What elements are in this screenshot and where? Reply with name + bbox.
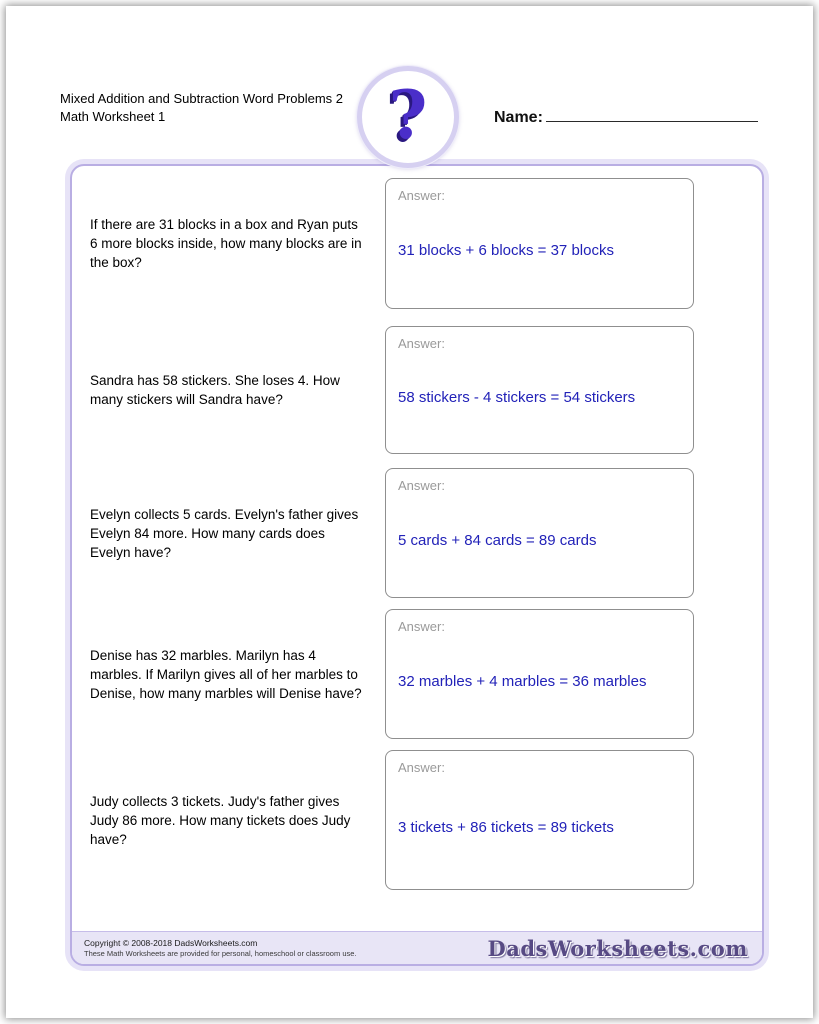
name-blank-line xyxy=(546,106,758,122)
worksheet-title-block xyxy=(60,90,343,126)
answer-text: 3 tickets + 86 tickets = 89 tickets xyxy=(398,818,614,836)
worksheet-footer xyxy=(72,931,762,964)
answer-text: 58 stickers - 4 stickers = 54 stickers xyxy=(398,388,636,406)
problem-row xyxy=(86,178,694,309)
problem-row xyxy=(86,609,694,739)
dadsworksheets-logo: DadsWorksheets.com xyxy=(487,935,748,961)
worksheet-page xyxy=(6,6,813,1018)
footer-copyright-block xyxy=(84,938,357,959)
worksheet-title-line-2: Math Worksheet 1 xyxy=(60,109,166,124)
answer-label: Answer: xyxy=(398,336,445,351)
copyright-text: Copyright © 2008-2018 DadsWorksheets.com xyxy=(84,937,258,948)
question-text: Evelyn collects 5 cards. Evelyn's father gives Evelyn 84 more. How many cards does Evelyn have? xyxy=(90,506,359,560)
answer-text: 31 blocks + 6 blocks = 37 blocks xyxy=(398,242,614,259)
question-text: Sandra has 58 stickers. She loses 4. How many stickers will Sandra have? xyxy=(90,373,340,407)
answer-box xyxy=(385,178,694,309)
question-text: Judy collects 3 tickets. Judy's father gives Judy 86 more. How many tickets does Judy have? xyxy=(90,793,351,847)
name-label: Name: xyxy=(494,109,543,126)
problem-row xyxy=(86,750,694,890)
question-mark-icon: ? xyxy=(388,76,428,154)
answer-box xyxy=(385,326,694,454)
name-field-row xyxy=(494,106,758,127)
answer-label: Answer: xyxy=(398,760,445,775)
answer-text: 32 marbles + 4 marbles = 36 marbles xyxy=(398,672,647,690)
answer-text: 5 cards + 84 cards = 89 cards xyxy=(398,531,597,549)
usage-note-text: These Math Worksheets are provided for personal, homeschool or classroom use. xyxy=(84,948,357,958)
answer-box xyxy=(385,609,694,739)
worksheet-title-line-1: Mixed Addition and Subtraction Word Problems 2 xyxy=(60,91,344,106)
problems-frame xyxy=(70,164,764,966)
question-text: If there are 31 blocks in a box and Ryan puts 6 more blocks inside, how many blocks are in the box? xyxy=(90,217,362,270)
question-text: Denise has 32 marbles. Marilyn has 4 marbles. If Marilyn gives all of her marbles to Denise, how many marbles will Denise have? xyxy=(90,647,362,701)
question-mark-logo xyxy=(357,66,459,168)
answer-box xyxy=(385,468,694,598)
problem-row xyxy=(86,468,694,598)
answer-label: Answer: xyxy=(398,619,445,634)
answer-label: Answer: xyxy=(398,478,445,493)
answer-box xyxy=(385,750,694,890)
answer-label: Answer: xyxy=(398,188,445,203)
problem-row xyxy=(86,326,694,454)
